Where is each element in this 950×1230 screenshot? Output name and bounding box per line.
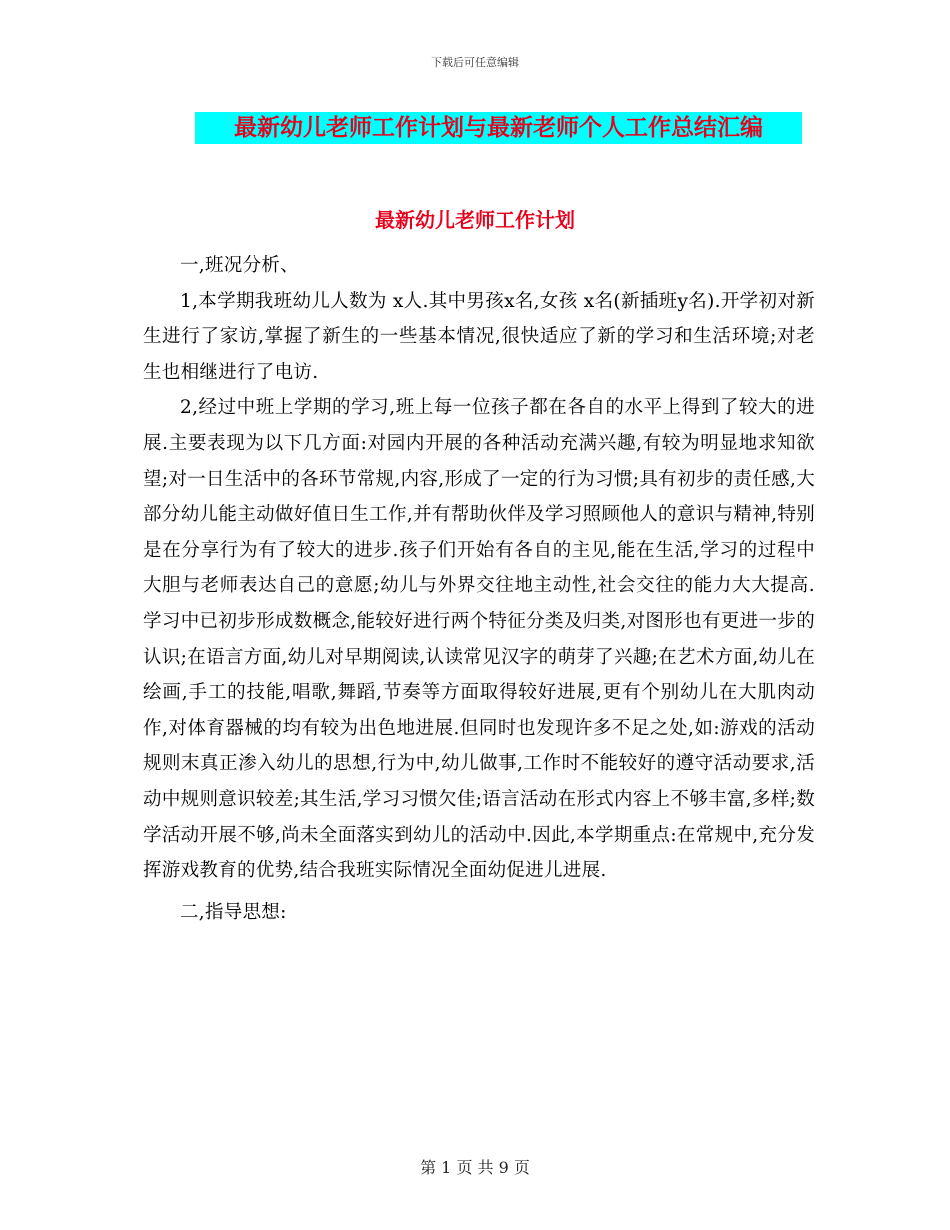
- paragraph: 2,经过中班上学期的学习,班上每一位孩子都在各自的水平上得到了较大的进展.主要表现为以下几方面:对园内开展的各种活动充满兴趣,有较为明显地求知欲望;对一日生活中的各环节常规,内容,形成了一定的行为习惯;具有初步的责任感,大部分幼儿能主动做好值日生工作,并有帮助伙伴及学习照顾他人的意识与精神,特别是在分享行为有了较大的进步.孩子们开始有各自的主见,能在生活,学习的过程中大胆与老师表达自己的意愿;幼儿与外界交往地主动性,社会交往的能力大大提高.学习中已初步形成数概念,能较好进行两个特征分类及归类,对图形也有更进一步的认识;在语言方面,幼儿对早期阅读,认读常见汉字的萌芽了兴趣;在艺术方面,幼儿在绘画,手工的技能,唱歌,舞蹈,节奏等方面取得较好进展,更有个别幼儿在大肌肉动作,对体育器械的均有较为出色地进展.但同时也发现许多不足之处,如:游戏的活动规则末真正渗入幼儿的思想,行为中,幼儿做事,工作时不能较好的遵守活动要求,活动中规则意识较差;其生活,学习习惯欠佳;语言活动在形式内容上不够丰富,多样;数学活动开展不够,尚未全面落实到幼儿的活动中.因此,本学期重点:在常规中,充分发挥游戏教育的优势,结合我班实际情况全面幼促进儿进展.: [143, 397, 815, 882]
- document-body: [143, 248, 815, 930]
- paragraph-heading-1: 一,班况分析、: [180, 255, 299, 276]
- page-header-note: 下载后可任意编辑: [431, 56, 519, 69]
- paragraph: 1,本学期我班幼儿人数为 x人.其中男孩x名,女孩 x名(新插班y名).开学初对新生进行了家访,掌握了新生的一些基本情况,很快适应了新的学习和生活环境;对老生也相继进行了电访.: [143, 290, 815, 383]
- section-title: 最新幼儿老师工作计划: [375, 208, 575, 232]
- page-number-footer: 第 1 页 共 9 页: [420, 1158, 530, 1177]
- paragraph-heading-2: 二,指导思想:: [180, 901, 287, 923]
- document-title: 最新幼儿老师工作计划与最新老师个人工作总结汇编: [195, 112, 802, 144]
